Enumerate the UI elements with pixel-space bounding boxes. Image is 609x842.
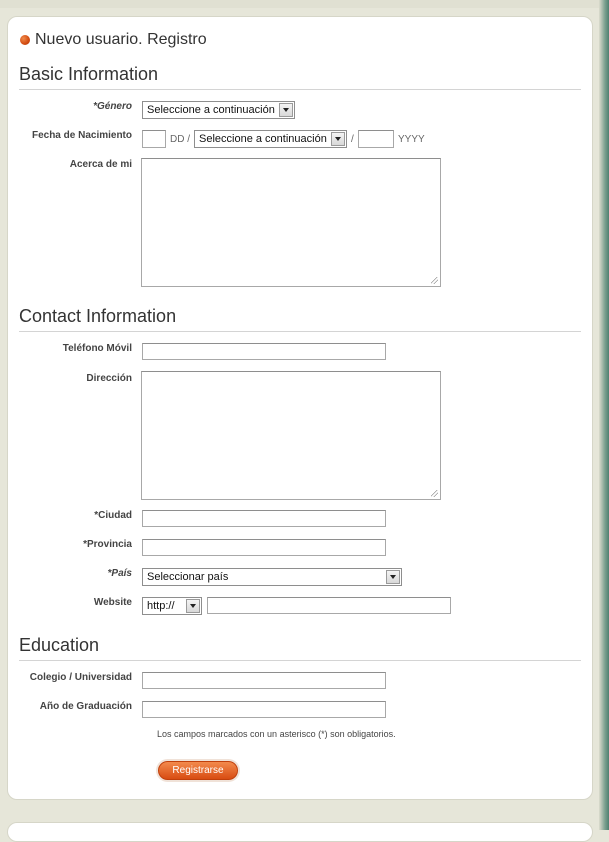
chevron-down-icon [331,132,345,146]
birth-day-input[interactable] [142,130,166,148]
graduation-year-label: Año de Graduación [39,701,132,712]
birth-month-value: Seleccione a continuación [199,133,327,145]
bullet-icon [20,35,30,45]
page-title [20,30,207,50]
section-divider [19,660,581,661]
birth-separator: / [351,134,354,145]
country-select-value: Seleccionar país [147,571,229,583]
country-label: *País [107,568,132,579]
window-top-frame [0,0,609,8]
address-label: Dirección [86,373,132,384]
resize-grip-icon[interactable] [431,490,438,497]
register-button[interactable]: Registrarse [158,761,238,780]
birth-year-hint: YYYY [398,134,425,145]
chevron-down-icon [386,570,400,584]
next-panel [7,822,593,842]
gender-label: *Género [93,101,132,112]
section-divider [19,331,581,332]
birth-year-input[interactable] [358,130,394,148]
college-input[interactable] [142,672,386,689]
website-input[interactable] [207,597,451,614]
section-divider [19,89,581,90]
province-input[interactable] [142,539,386,556]
city-label: *Ciudad [94,510,132,521]
website-protocol-select[interactable] [142,597,202,615]
college-label: Colegio / Universidad [29,672,132,683]
birth-month-select[interactable] [194,130,347,148]
about-textarea[interactable] [141,158,441,287]
province-label: *Provincia [83,539,132,550]
gender-select-value: Seleccione a continuación [147,104,275,116]
mobile-input[interactable] [142,343,386,360]
graduation-year-input[interactable] [142,701,386,718]
page-title-text: Nuevo usuario. Registro [35,31,207,48]
gender-select[interactable] [142,101,295,119]
website-protocol-value: http:// [147,600,175,612]
country-select[interactable] [142,568,402,586]
section-education-title: Education [19,635,100,655]
birth-date-label: Fecha de Nacimiento [31,130,132,141]
address-textarea[interactable] [141,371,441,500]
mobile-label: Teléfono Móvil [62,343,132,354]
about-label: Acerca de mi [69,159,132,170]
website-label: Website [93,597,132,608]
chevron-down-icon [279,103,293,117]
city-input[interactable] [142,510,386,527]
resize-grip-icon[interactable] [431,277,438,284]
chevron-down-icon [186,599,200,613]
section-basic-title: Basic Information [19,64,159,84]
section-contact-title: Contact Information [19,306,177,326]
window-right-frame [599,0,609,830]
birth-day-hint: DD / [170,134,190,145]
required-fields-note: Los campos marcados con un asterisco (*) son obligatorios. [157,729,396,739]
